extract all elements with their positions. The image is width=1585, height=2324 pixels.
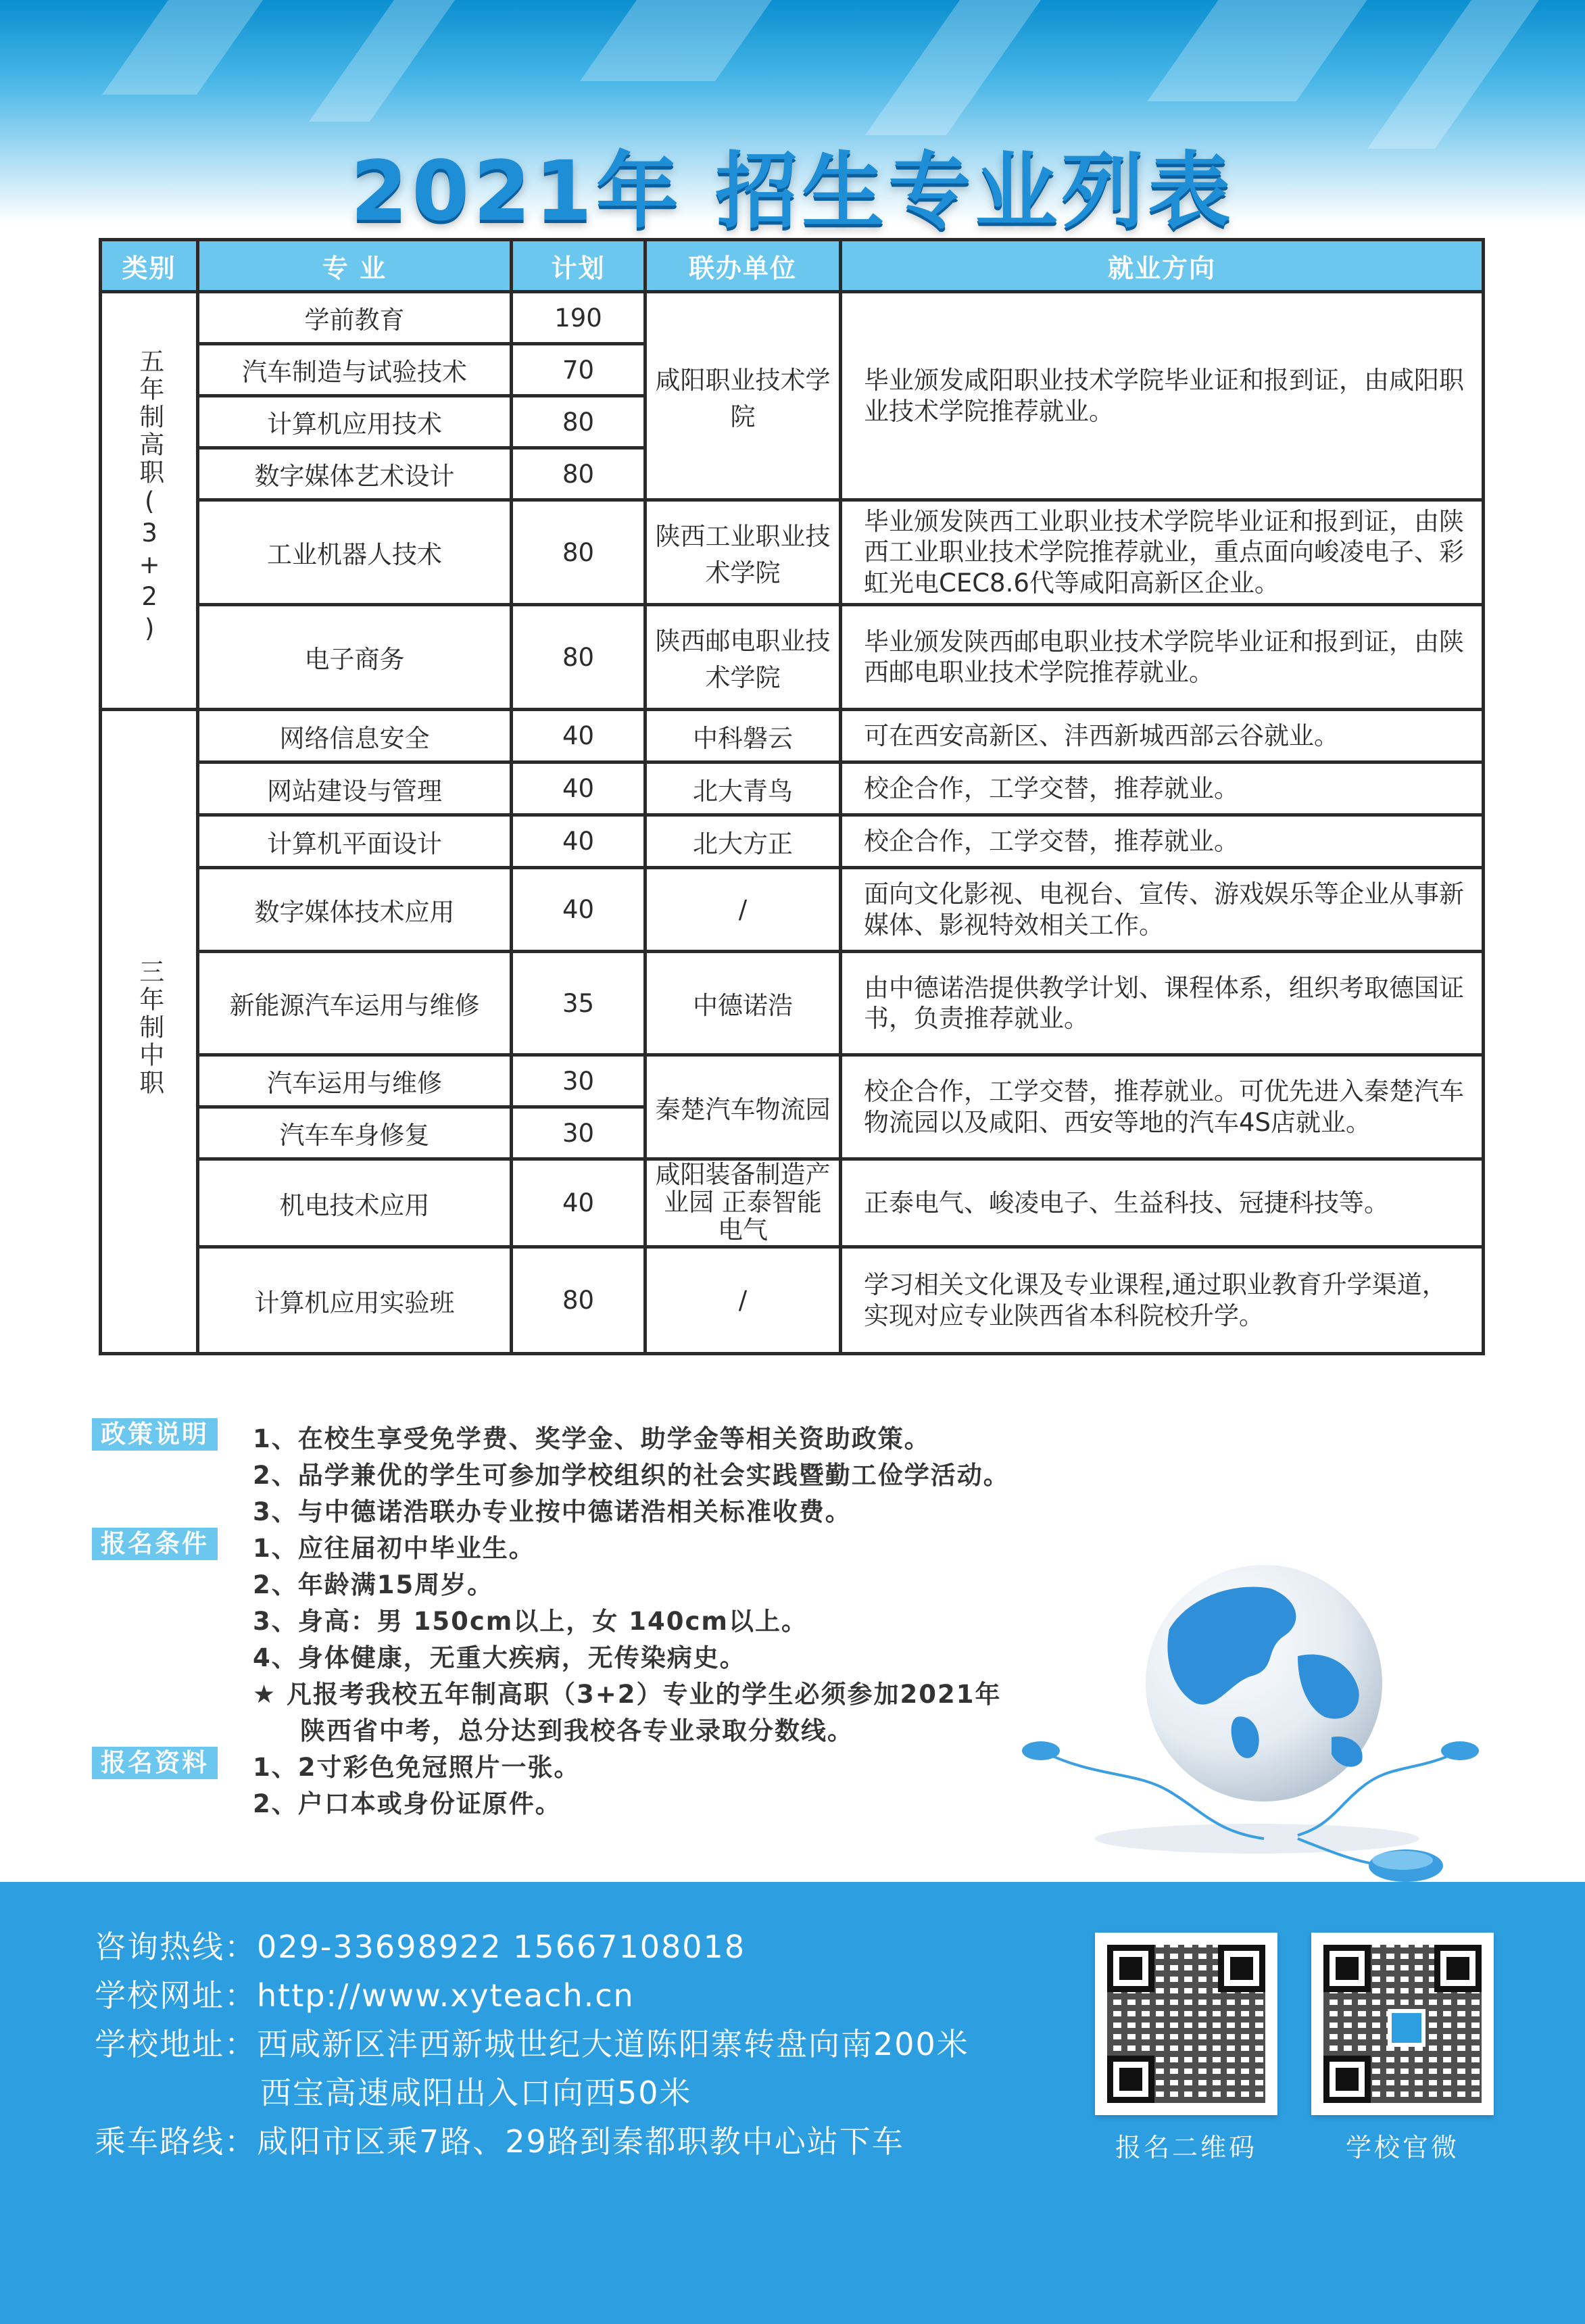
major-cell: 数字媒体技术应用 (198, 868, 512, 952)
plan-cell: 80 (512, 396, 645, 448)
table-row (101, 710, 1484, 762)
material-item: 1、2寸彩色免冠照片一张。 (253, 1753, 581, 1782)
plan-cell: 70 (512, 344, 645, 396)
employment-cell: 毕业颁发陕西邮电职业技术学院毕业证和报到证，由陕西邮电职业技术学院推荐就业。 (841, 605, 1484, 710)
partner-cell: 陕西邮电职业技术学院 (645, 605, 841, 710)
policy-item: 3、与中德诺浩联办专业按中德诺浩相关标准收费。 (253, 1497, 852, 1526)
policy-item: 2、品学兼优的学生可参加学校组织的社会实践暨勤工俭学活动。 (253, 1461, 1010, 1490)
partner-cell: 咸阳装备制造产业园 正泰智能电气 (645, 1159, 841, 1247)
table-row (101, 292, 1484, 344)
enroll-qr-code[interactable] (1095, 1933, 1277, 2115)
plan-cell: 80 (512, 448, 645, 500)
plan-cell: 40 (512, 868, 645, 952)
header-plan: 计划 (512, 240, 645, 292)
partner-cell: 中科磐云 (645, 710, 841, 762)
header-category: 类别 (101, 240, 198, 292)
footer (0, 1882, 1585, 2324)
major-cell: 学前教育 (198, 292, 512, 344)
qr-eye-icon (1323, 1945, 1371, 1992)
partner-cell: 咸阳职业技术学院 (645, 292, 841, 500)
employment-cell: 正泰电气、峻凌电子、生益科技、冠捷科技等。 (841, 1159, 1484, 1247)
bus-route: 乘车路线：咸阳市区乘7路、29路到秦都职教中心站下车 (95, 2123, 904, 2160)
employment-cell: 可在西安高新区、沣西新城西部云谷就业。 (841, 710, 1484, 762)
policy-item: 1、在校生享受免学费、奖学金、助学金等相关资助政策。 (253, 1424, 931, 1453)
banner-stripe (580, 0, 772, 81)
category-five-year: 五年制高职(3+2) (101, 292, 198, 710)
tag-materials: 报名资料 (92, 1747, 218, 1779)
plan-cell: 80 (512, 1247, 645, 1354)
website: 学校网址：http://www.xyteach.cn (95, 1977, 635, 2014)
employment-cell: 由中德诺浩提供教学计划、课程体系，组织考取德国证书，负责推荐就业。 (841, 952, 1484, 1055)
plan-cell: 35 (512, 952, 645, 1055)
material-item: 2、户口本或身份证原件。 (253, 1789, 562, 1818)
major-cell: 电子商务 (198, 605, 512, 710)
major-cell: 网站建设与管理 (198, 762, 512, 815)
header-major: 专 业 (198, 240, 512, 292)
plan-cell: 80 (512, 605, 645, 710)
employment-cell: 校企合作，工学交替，推荐就业。可优先进入秦楚汽车物流园以及咸阳、西安等地的汽车4S店就业。 (841, 1055, 1484, 1159)
employment-cell: 学习相关文化课及专业课程,通过职业教育升学渠道，实现对应专业陕西省本科院校升学。 (841, 1247, 1484, 1354)
banner-stripe (102, 0, 263, 95)
table-row (101, 500, 1484, 605)
majors-table (99, 238, 1485, 1355)
employment-cell: 面向文化影视、电视台、宣传、游戏娱乐等企业从事新媒体、影视特效相关工作。 (841, 868, 1484, 952)
plan-cell: 40 (512, 815, 645, 868)
major-cell: 机电技术应用 (198, 1159, 512, 1247)
condition-item: 2、年龄满15周岁。 (253, 1570, 494, 1599)
partner-cell: / (645, 1247, 841, 1354)
major-cell: 汽车制造与试验技术 (198, 344, 512, 396)
plan-cell: 190 (512, 292, 645, 344)
qr-eye-icon (1434, 1945, 1482, 1992)
major-cell: 计算机平面设计 (198, 815, 512, 868)
hotline: 咨询热线：029-33698922 15667108018 (95, 1929, 746, 1965)
page-title: 2021年 招生专业列表 (350, 143, 1235, 239)
table-row (101, 868, 1484, 952)
table-row (101, 1247, 1484, 1354)
condition-item: 3、身高：男 150cm以上，女 140cm以上。 (253, 1607, 808, 1636)
wechat-qr-code[interactable] (1311, 1933, 1494, 2115)
address-line-2: 西宝高速咸阳出入口向西50米 (260, 2075, 692, 2111)
table-row (101, 605, 1484, 710)
major-cell: 汽车运用与维修 (198, 1055, 512, 1107)
major-cell: 数字媒体艺术设计 (198, 448, 512, 500)
qr-eye-icon (1107, 1945, 1154, 1992)
condition-item: 1、应往届初中毕业生。 (253, 1534, 535, 1563)
tag-conditions: 报名条件 (92, 1528, 218, 1560)
plan-cell: 80 (512, 500, 645, 605)
address: 学校地址：西咸新区沣西新城世纪大道陈阳寨转盘向南200米 (95, 2026, 969, 2062)
major-cell: 计算机应用技术 (198, 396, 512, 448)
header-partner: 联办单位 (645, 240, 841, 292)
table-header-row (101, 240, 1484, 292)
partner-cell: 陕西工业职业技术学院 (645, 500, 841, 605)
major-cell: 工业机器人技术 (198, 500, 512, 605)
school-logo-icon (1388, 2009, 1425, 2047)
header-employment: 就业方向 (841, 240, 1484, 292)
table-row (101, 1159, 1484, 1247)
partner-cell: / (645, 868, 841, 952)
major-cell: 新能源汽车运用与维修 (198, 952, 512, 1055)
partner-cell: 北大方正 (645, 815, 841, 868)
globe-icon (1014, 1548, 1487, 1886)
plan-cell: 40 (512, 1159, 645, 1247)
plan-cell: 30 (512, 1107, 645, 1159)
condition-item: ★ 凡报考我校五年制高职（3+2）专业的学生必须参加2021年 (253, 1680, 1002, 1709)
partner-cell: 中德诺浩 (645, 952, 841, 1055)
plan-cell: 40 (512, 762, 645, 815)
employment-cell: 毕业颁发咸阳职业技术学院毕业证和报到证，由咸阳职业技术学院推荐就业。 (841, 292, 1484, 500)
major-cell: 网络信息安全 (198, 710, 512, 762)
table-row (101, 952, 1484, 1055)
qr-eye-icon (1218, 1945, 1265, 1992)
employment-cell: 毕业颁发陕西工业职业技术学院毕业证和报到证，由陕西工业职业技术学院推荐就业，重点面向峻凌电子、彩虹光电CEC8.6代等咸阳高新区企业。 (841, 500, 1484, 605)
major-cell: 计算机应用实验班 (198, 1247, 512, 1354)
enroll-qr-caption: 报名二维码 (1115, 2133, 1257, 2162)
tag-policy: 政策说明 (92, 1418, 218, 1451)
wechat-qr-caption: 学校官微 (1345, 2133, 1459, 2162)
partner-cell: 秦楚汽车物流园 (645, 1055, 841, 1159)
partner-cell: 北大青鸟 (645, 762, 841, 815)
condition-item: 陕西省中考，总分达到我校各专业录取分数线。 (300, 1716, 854, 1745)
banner-stripe (309, 0, 455, 122)
table-row (101, 1055, 1484, 1107)
category-three-year: 三年制中职 (101, 710, 198, 1354)
condition-item: 4、身体健康，无重大疾病，无传染病史。 (253, 1643, 746, 1672)
table-row (101, 815, 1484, 868)
banner-stripe (865, 0, 1041, 135)
employment-cell: 校企合作，工学交替，推荐就业。 (841, 815, 1484, 868)
table-row (101, 762, 1484, 815)
plan-cell: 40 (512, 710, 645, 762)
qr-eye-icon (1323, 2056, 1371, 2103)
plan-cell: 30 (512, 1055, 645, 1107)
major-cell: 汽车车身修复 (198, 1107, 512, 1159)
employment-cell: 校企合作，工学交替，推荐就业。 (841, 762, 1484, 815)
qr-eye-icon (1107, 2056, 1154, 2103)
banner-stripe (1147, 0, 1367, 101)
